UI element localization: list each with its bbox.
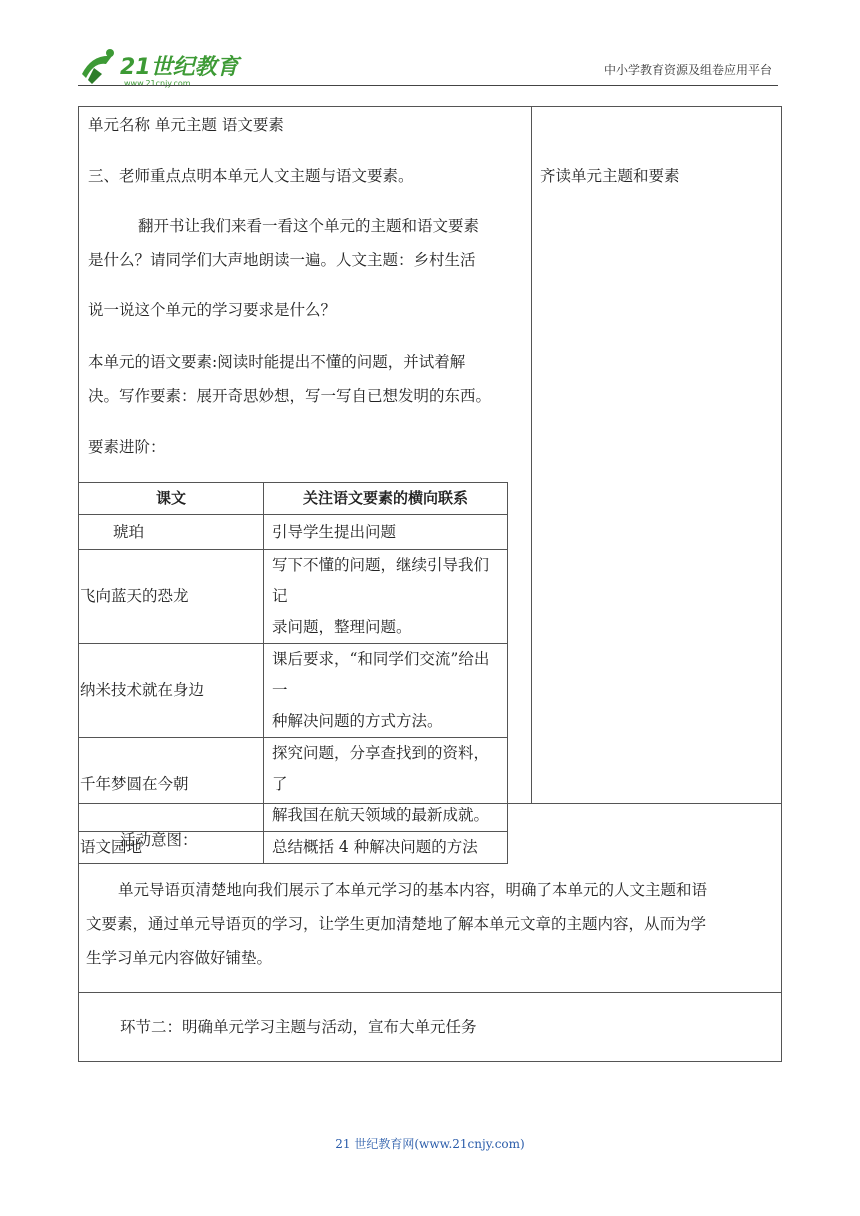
paragraph-line: 是什么？请同学们大声地朗读一遍。人文主题：乡村生活 — [88, 251, 476, 269]
focus-cell: 写下不懂的问题，继续引导我们记 录问题，整理问题。 — [264, 550, 508, 644]
right-column-note: 齐读单元主题和要素 — [540, 167, 680, 185]
lesson-cell: 飞向蓝天的恐龙 — [79, 550, 264, 644]
logo-icon — [72, 44, 242, 90]
lesson-cell: 语文园地 — [79, 832, 264, 864]
unit-heading: 单元名称 单元主题 语文要素 — [88, 116, 284, 134]
elements-table — [78, 482, 508, 864]
intent-title: 活动意图： — [120, 831, 198, 849]
focus-cell: 课后要求，“和同学们交流”给出一 种解决问题的方式方法。 — [264, 644, 508, 738]
column-header: 关注语文要素的横向联系 — [264, 483, 508, 515]
svg-text:21世纪教育: 21世纪教育 — [120, 55, 239, 80]
lesson-cell: 琥珀 — [79, 515, 264, 550]
paragraph-line: 本单元的语文要素:阅读时能提出不懂的问题，并试着解 — [88, 353, 466, 371]
step-two-title: 环节二：明确单元学习主题与活动，宣布大单元任务 — [120, 1018, 477, 1036]
focus-cell: 引导学生提出问题 — [264, 515, 508, 550]
page-header — [0, 0, 860, 90]
row-divider — [78, 992, 782, 993]
intent-line: 文要素，通过单元导语页的学习，让学生更加清楚地了解本单元文章的主题内容，从而为学 — [86, 915, 707, 933]
column-divider — [531, 106, 532, 803]
header-divider — [78, 85, 778, 86]
column-header: 课文 — [79, 483, 264, 515]
paragraph-line: 说一说这个单元的学习要求是什么？ — [88, 301, 337, 319]
step-three-title: 三、老师重点点明本单元人文主题与语文要素。 — [88, 167, 414, 185]
platform-name: 中小学教育资源及组卷应用平台 — [603, 63, 772, 77]
intent-line: 生学习单元内容做好铺垫。 — [86, 949, 273, 967]
intent-line: 单元导语页清楚地向我们展示了本单元学习的基本内容，明确了本单元的人文主题和语 — [118, 881, 708, 899]
lesson-cell: 千年梦圆在今朝 — [79, 738, 264, 832]
paragraph-line: 翻开书让我们来看一看这个单元的主题和语文要素 — [138, 217, 480, 235]
lesson-cell: 纳米技术就在身边 — [79, 644, 264, 738]
focus-cell: 总结概括 4 种解决问题的方法 — [264, 832, 508, 864]
focus-cell: 探究问题，分享查找到的资料，了 解我国在航天领域的最新成就。 — [264, 738, 508, 832]
paragraph-line: 决。写作要素：展开奇思妙想，写一写自已想发明的东西。 — [88, 387, 492, 405]
page-footer: 21 世纪教育网(www.21cnjy.com) — [335, 1137, 525, 1151]
svg-text:www.21cnjy.com: www.21cnjy.com — [124, 79, 191, 88]
paragraph-line: 要素进阶： — [88, 438, 166, 456]
